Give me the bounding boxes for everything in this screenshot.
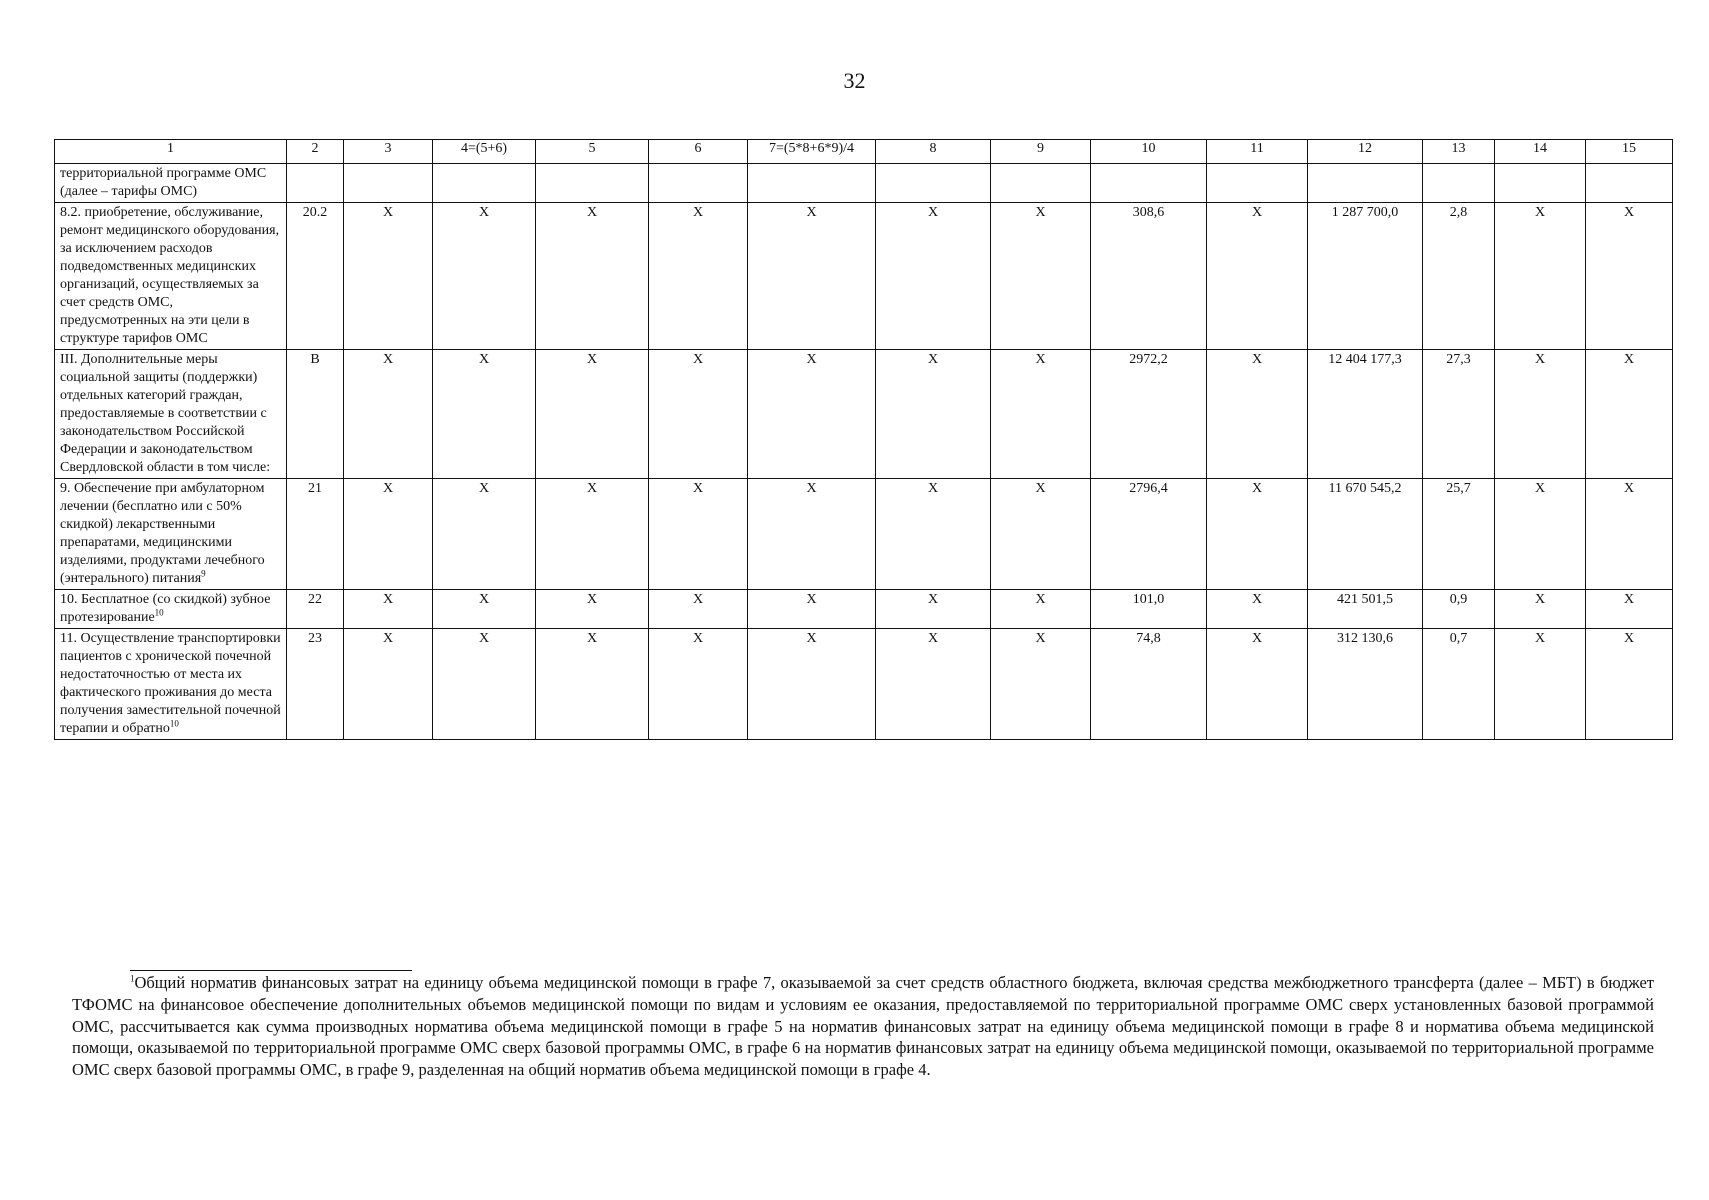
row-name <box>55 590 287 629</box>
column-header: 2 <box>287 140 344 164</box>
table-cell: X <box>991 479 1091 590</box>
footnote-reference: 9 <box>201 568 206 579</box>
table-cell: X <box>1207 590 1308 629</box>
table-cell: X <box>433 479 536 590</box>
financing-table <box>54 139 1673 740</box>
table-cell: 20.2 <box>287 203 344 350</box>
table-cell: 0,9 <box>1423 590 1495 629</box>
table-row <box>55 629 1673 740</box>
table-cell <box>433 164 536 203</box>
table-cell: 11 670 545,2 <box>1308 479 1423 590</box>
table-cell: X <box>536 629 649 740</box>
table-cell: X <box>876 629 991 740</box>
table-cell: 2796,4 <box>1091 479 1207 590</box>
table-cell: X <box>876 590 991 629</box>
table-cell: X <box>344 629 433 740</box>
table-cell: X <box>876 203 991 350</box>
table-cell: X <box>536 590 649 629</box>
table-cell: X <box>1586 350 1673 479</box>
table-cell: X <box>748 479 876 590</box>
table-cell: X <box>1586 590 1673 629</box>
table-cell: X <box>1495 479 1586 590</box>
table-cell: X <box>1495 203 1586 350</box>
table-cell: X <box>748 350 876 479</box>
table-cell: X <box>1495 629 1586 740</box>
table-cell: X <box>344 350 433 479</box>
table-cell <box>536 164 649 203</box>
footnote-text: Общий норматив финансовых затрат на единицу объема медицинской помощи в графе 7, оказываемой за счет средств областного бюджета, включая средства межбюджетного трансферта (далее – МБТ) в бюджет ТФОМС на финансовое обеспечение дополнительных объемов медицинской помощи по видам и условиям ее оказания, предоставляемой по территориальной программе ОМС сверх установленных базовой программой ОМС, рассчитывается как сумма производных норматива объема медицинской помощи в графе 5 на норматив финансовых затрат на единицу объема медицинской помощи в графе 8 и норматива объема медицинской помощи, оказываемой по территориальной программе ОМС сверх базовой программы ОМС, в графе 6 на норматив финансовых затрат на единицу объема медицинской помощи, оказываемой по территориальной программе ОМС сверх базовой программы ОМС, в графе 9, разделенная на общий норматив объема медицинской помощи в графе 4. <box>72 973 1654 1080</box>
row-name-text: 8.2. приобретение, обслуживание, ремонт медицинского оборудования, за исключением расходов подведомственных медицинских организаций, осуществляемых за счет средств ОМС, предусмотренных на эти цели в структуре тарифов ОМС <box>60 205 280 346</box>
column-header: 11 <box>1207 140 1308 164</box>
table-cell: X <box>649 629 748 740</box>
table-cell: X <box>1495 350 1586 479</box>
table-cell: X <box>1586 203 1673 350</box>
table-row <box>55 479 1673 590</box>
table-cell: X <box>433 203 536 350</box>
table-cell: X <box>1207 629 1308 740</box>
table-cell: 2972,2 <box>1091 350 1207 479</box>
table-cell: X <box>991 203 1091 350</box>
table-cell: X <box>433 590 536 629</box>
table-cell: 421 501,5 <box>1308 590 1423 629</box>
table-cell: X <box>1586 479 1673 590</box>
column-number-row <box>55 140 1673 164</box>
row-name <box>55 203 287 350</box>
table-cell: X <box>1207 203 1308 350</box>
column-header: 15 <box>1586 140 1673 164</box>
row-name <box>55 479 287 590</box>
row-name <box>55 629 287 740</box>
table-cell: X <box>991 629 1091 740</box>
table-cell <box>991 164 1091 203</box>
table-cell: X <box>1207 350 1308 479</box>
table-cell: X <box>991 590 1091 629</box>
table-cell <box>1586 164 1673 203</box>
table-cell: X <box>536 350 649 479</box>
table-cell: X <box>536 203 649 350</box>
table-cell: X <box>1207 479 1308 590</box>
table-cell: X <box>1495 590 1586 629</box>
table-cell: 312 130,6 <box>1308 629 1423 740</box>
footnote-rule <box>130 970 412 971</box>
table-cell: X <box>433 629 536 740</box>
column-header: 13 <box>1423 140 1495 164</box>
table-cell <box>1091 164 1207 203</box>
table-cell <box>344 164 433 203</box>
row-name <box>55 350 287 479</box>
column-header: 7=(5*8+6*9)/4 <box>748 140 876 164</box>
table-cell: 2,8 <box>1423 203 1495 350</box>
continuation-row <box>55 164 1673 203</box>
table-cell: 12 404 177,3 <box>1308 350 1423 479</box>
table-cell: 23 <box>287 629 344 740</box>
table-cell: В <box>287 350 344 479</box>
table-cell: X <box>649 479 748 590</box>
row-name: территориальной программе ОМС (далее – тарифы ОМС) <box>55 164 287 203</box>
column-header: 8 <box>876 140 991 164</box>
column-header: 4=(5+6) <box>433 140 536 164</box>
table-cell: 74,8 <box>1091 629 1207 740</box>
table-cell: X <box>433 350 536 479</box>
table-cell: X <box>876 479 991 590</box>
table-cell <box>287 164 344 203</box>
table-cell: X <box>748 203 876 350</box>
table-cell: X <box>344 590 433 629</box>
table-cell: 27,3 <box>1423 350 1495 479</box>
table-cell: 1 287 700,0 <box>1308 203 1423 350</box>
column-header: 10 <box>1091 140 1207 164</box>
table-row <box>55 590 1673 629</box>
column-header: 3 <box>344 140 433 164</box>
footnote-reference: 10 <box>169 718 179 729</box>
table-cell: X <box>649 203 748 350</box>
table-cell: X <box>344 479 433 590</box>
column-header: 14 <box>1495 140 1586 164</box>
table-cell: 21 <box>287 479 344 590</box>
column-header: 1 <box>55 140 287 164</box>
table-cell: X <box>649 350 748 479</box>
page-number: 32 <box>843 68 866 93</box>
table-cell <box>1308 164 1423 203</box>
table-cell: 25,7 <box>1423 479 1495 590</box>
row-name-text: 10. Бесплатное (со скидкой) зубное протезирование <box>60 592 271 625</box>
row-name-text: 11. Осуществление транспортировки пациентов с хронической почечной недостаточностью от места их фактического проживания до места получения заместительной почечной терапии и обратно <box>60 631 281 736</box>
table-cell: 308,6 <box>1091 203 1207 350</box>
column-header: 5 <box>536 140 649 164</box>
table-cell: X <box>1586 629 1673 740</box>
table-cell <box>748 164 876 203</box>
footnote-mark: 1 <box>130 973 135 984</box>
table-cell: X <box>991 350 1091 479</box>
column-header: 6 <box>649 140 748 164</box>
column-header: 12 <box>1308 140 1423 164</box>
table-cell <box>876 164 991 203</box>
footnote <box>72 972 1654 1081</box>
table-cell: X <box>344 203 433 350</box>
table-cell <box>1207 164 1308 203</box>
table-cell: 0,7 <box>1423 629 1495 740</box>
column-header: 9 <box>991 140 1091 164</box>
table-cell <box>1423 164 1495 203</box>
table-body <box>55 164 1673 740</box>
table-cell: X <box>876 350 991 479</box>
table-cell: X <box>536 479 649 590</box>
table-cell <box>1495 164 1586 203</box>
table-cell: X <box>748 590 876 629</box>
table-cell: 22 <box>287 590 344 629</box>
table-cell: 101,0 <box>1091 590 1207 629</box>
row-name-text: III. Дополнительные меры социальной защиты (поддержки) отдельных категорий граждан, предоставляемые в соответствии с законодательством Российской Федерации и законодательством Свердловской области в том числе: <box>60 352 271 475</box>
row-name-text: 9. Обеспечение при амбулаторном лечении (бесплатно или с 50% скидкой) лекарственными препаратами, медицинскими изделиями, продуктами лечебного (энтерального) питания <box>60 481 265 586</box>
table-cell: X <box>649 590 748 629</box>
table-row <box>55 350 1673 479</box>
footnote-reference: 10 <box>154 607 164 618</box>
table-cell: X <box>748 629 876 740</box>
table-cell <box>649 164 748 203</box>
table-row <box>55 203 1673 350</box>
